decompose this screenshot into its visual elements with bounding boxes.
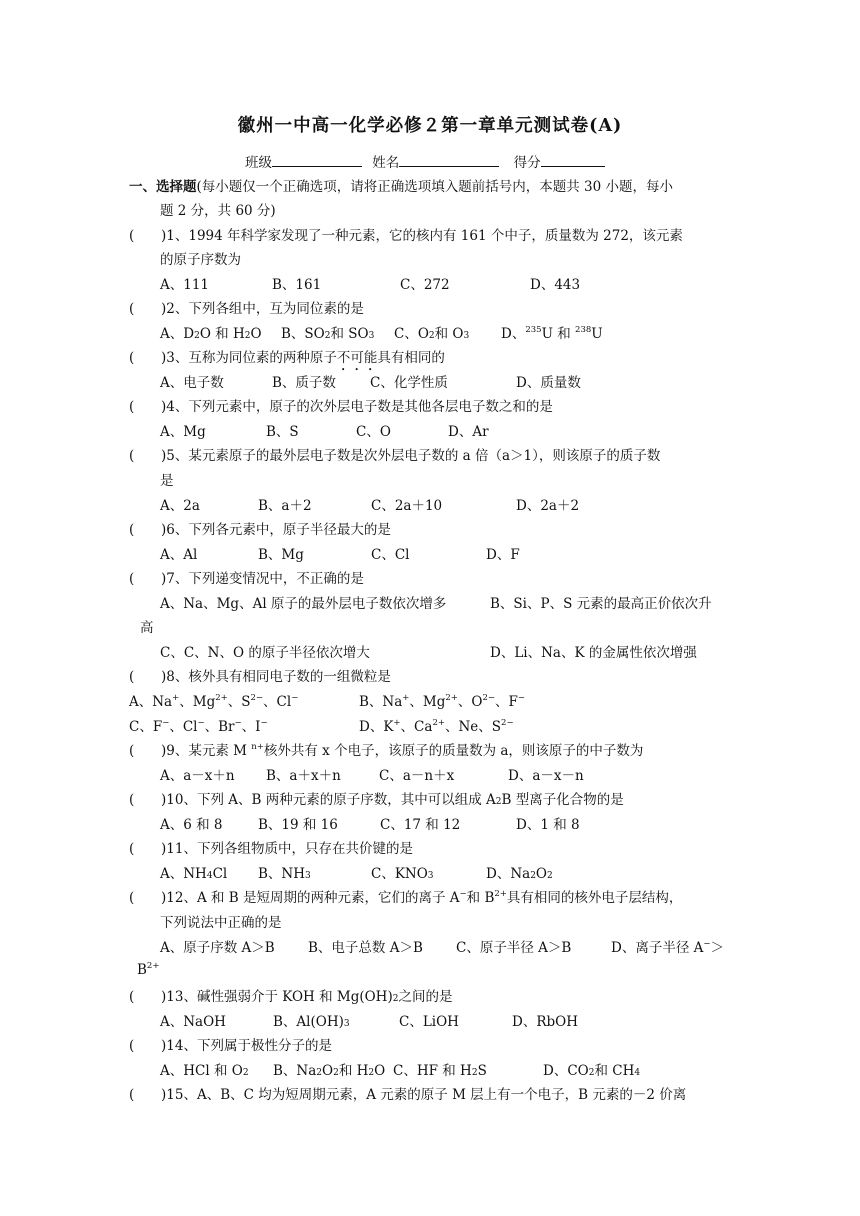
option-c[interactable]: C、O xyxy=(356,424,391,440)
answer-paren[interactable]: ( xyxy=(129,841,135,857)
option-text: C、KNO xyxy=(371,866,428,882)
question-12-stem: )12、A 和 B 是短周期的两种元素，它们的离子 A−和 $B^{2+}$具有相同的核外电子层结构， xyxy=(161,889,683,906)
question-6-options xyxy=(160,545,520,565)
stem-text: 具有相同的核外电子层结构， xyxy=(506,890,683,906)
option-c[interactable]: C、Cl xyxy=(371,547,410,563)
option-c[interactable]: C、a－n＋x xyxy=(379,768,455,784)
name-label: 姓名 xyxy=(372,155,400,171)
option-b[interactable]: B、$SO_2$和 $SO_3$ xyxy=(281,326,375,342)
question-4-stem: )4、下列元素中，原子的次外层电子数是其他各层电子数之和的是 xyxy=(161,399,553,415)
answer-paren[interactable]: ( xyxy=(129,571,135,587)
option-b[interactable]: B、$Na_2O_2$和 $H_2O$ xyxy=(273,1063,386,1079)
option-text: D、离子半径 A xyxy=(611,940,704,956)
question-13-stem: )13、碱性强弱介于 KOH 和 $Mg(OH)_2$之间的是 xyxy=(161,989,453,1005)
option-text: A、HCl 和 O xyxy=(160,1063,243,1079)
question-5-options xyxy=(160,496,579,516)
option-d-cont: $B^{2+}$ xyxy=(137,961,160,978)
score-blank[interactable] xyxy=(541,152,605,167)
option-a[interactable]: A、Mg xyxy=(160,424,206,440)
option-a[interactable]: A、Al xyxy=(160,547,198,563)
answer-paren[interactable]: ( xyxy=(129,989,135,1005)
option-b[interactable]: B、质子数 xyxy=(272,375,336,391)
option-d[interactable]: D、$^{235}$U 和 $^{238}$U xyxy=(501,325,603,342)
name-blank[interactable] xyxy=(399,152,499,167)
option-b[interactable]: B、电子总数 A＞B xyxy=(308,940,423,956)
option-a[interactable]: A、111 xyxy=(160,277,210,293)
question-1-options xyxy=(160,275,580,295)
option-text: 和 H xyxy=(338,1063,369,1079)
question-3-stem xyxy=(161,348,445,374)
option-a[interactable]: A、Na+、$Mg^{2+}$、$S^{2-}$、Cl− xyxy=(129,693,299,710)
question-8-options-row1 xyxy=(129,692,525,712)
option-text: O xyxy=(374,1063,386,1079)
option-b[interactable]: B、161 xyxy=(272,277,322,293)
option-c[interactable]: C、HF 和 $H_2S$ xyxy=(393,1063,487,1079)
option-a[interactable]: A、Na、Mg、Al 原子的最外层电子数依次增多 xyxy=(160,596,447,612)
option-c[interactable]: C、$O_2$和 $O_3$ xyxy=(394,326,470,342)
option-d[interactable]: D、2a＋2 xyxy=(516,498,580,514)
option-b[interactable]: B、a＋x＋n xyxy=(266,768,341,784)
option-a[interactable]: A、2a xyxy=(160,498,200,514)
question-9-stem: )9、某元素 M $^{n+}$核外共有 x 个电子，该原子的质量数为 a，则该原子的中子数为 xyxy=(161,742,644,759)
option-text: B xyxy=(137,962,147,978)
question-4-options xyxy=(160,422,489,442)
option-c[interactable]: C、$KNO_3$ xyxy=(371,866,434,882)
answer-paren[interactable]: ( xyxy=(129,792,135,808)
question-14-stem: )14、下列属于极性分子的是 xyxy=(161,1038,332,1054)
option-d[interactable]: D、K+、$Ca^{2+}$、Ne、$S^{2-}$ xyxy=(359,718,514,735)
stem-text: )3、互称为同位素的两种原子 xyxy=(161,350,337,366)
question-10-stem: )10、下列 A、B 两种元素的原子序数，其中可以组成 $A_2B$ 型离子化合物的是 xyxy=(161,792,624,808)
question-2-options xyxy=(160,324,603,344)
question-10-options xyxy=(160,815,580,835)
option-d[interactable]: D、RbOH xyxy=(512,1014,578,1030)
question-6-stem: )6、下列各元素中，原子半径最大的是 xyxy=(161,522,391,538)
option-d[interactable]: D、1 和 8 xyxy=(516,817,580,833)
class-label: 班级 xyxy=(245,155,272,171)
question-11-stem: )11、下列各组物质中，只存在共价键的是 xyxy=(161,841,413,857)
option-text: 和 CH xyxy=(594,1063,635,1079)
option-b[interactable]: B、Mg xyxy=(258,547,304,563)
option-c[interactable]: C、C、N、O 的原子半径依次增大 xyxy=(160,645,370,661)
question-2-stem: )2、下列各组中，互为同位素的是 xyxy=(161,301,364,317)
student-info-line xyxy=(245,152,605,173)
answer-paren[interactable]: ( xyxy=(129,1087,135,1103)
option-a[interactable]: A、NaOH xyxy=(160,1014,226,1030)
question-3-options xyxy=(160,373,581,393)
option-c[interactable]: C、2a＋10 xyxy=(371,498,443,514)
option-d[interactable]: D、$CO_2$和 $CH_4$ xyxy=(543,1063,641,1079)
option-c[interactable]: C、F−、Cl−、Br−、I− xyxy=(129,718,268,735)
emphasis-text: 不可能 xyxy=(336,350,378,366)
question-7-options-row1 xyxy=(160,594,712,614)
option-a[interactable]: A、a－x＋n xyxy=(160,768,235,784)
option-a[interactable]: A、$D_2O$ 和 $H_2O$ xyxy=(160,326,262,342)
question-9-options xyxy=(160,766,584,786)
option-d[interactable]: D、Ar xyxy=(448,424,489,440)
option-d[interactable]: D、质量数 xyxy=(516,375,581,391)
stem-text: B 型离子化合物的是 xyxy=(501,792,624,808)
instruction-line-2: 题 2 分，共 60 分) xyxy=(160,203,276,219)
option-b[interactable]: B、a＋2 xyxy=(258,498,312,514)
stem-text: )12、A 和 B 是短周期的两种元素，它们的离子 A xyxy=(161,890,460,906)
option-d[interactable]: D、$Na_2O_2$ xyxy=(486,866,553,882)
option-text: C、HF 和 H xyxy=(393,1063,472,1079)
stem-text: )13、碱性强弱介于 KOH 和 Mg(OH) xyxy=(161,989,393,1005)
answer-paren[interactable]: ( xyxy=(129,1038,135,1054)
option-c[interactable]: C、原子半径 A＞B xyxy=(456,940,572,956)
option-a[interactable]: A、电子数 xyxy=(160,375,224,391)
instruction-line-1: (每小题仅一个正确选项，请将正确选项填入题前括号内，本题共 30 小题，每小 xyxy=(196,179,674,195)
answer-paren[interactable]: ( xyxy=(129,350,135,366)
page-title: 徽州一中高一化学必修２第一章单元测试卷(A) xyxy=(237,116,623,136)
question-1-stem: )1、1994 年科学家发现了一种元素，它的核内有 161 个中子，质量数为 272，该元素 xyxy=(161,228,683,244)
stem-text: 核外共有 x 个电子，该原子的质量数为 a，则该原子的中子数为 xyxy=(263,743,644,759)
option-text: D、Na xyxy=(486,866,531,882)
question-1-stem-cont: 的原子序数为 xyxy=(160,252,241,268)
option-a[interactable]: A、6 和 8 xyxy=(160,817,223,833)
question-5-stem: )5、某元素原子的最外层电子数是次外层电子数的 a 倍（a＞1），则该原子的质子数 xyxy=(161,448,661,464)
option-text: B、Na xyxy=(273,1063,317,1079)
answer-paren[interactable]: ( xyxy=(129,890,135,906)
option-b[interactable]: B、Na+、$Mg^{2+}$、$O^{2-}$、F− xyxy=(359,693,526,710)
option-d[interactable]: D、离子半径 A−＞ xyxy=(611,939,724,956)
question-8-options-row2 xyxy=(129,717,514,737)
question-15-stem: )15、A、B、C 均为短周期元素，A 元素的原子 M 层上有一个电子，B 元素的－2 价离 xyxy=(161,1087,687,1103)
answer-paren[interactable]: ( xyxy=(129,448,135,464)
option-c[interactable]: C、化学性质 xyxy=(370,375,448,391)
answer-paren[interactable]: ( xyxy=(129,399,135,415)
answer-paren[interactable]: ( xyxy=(129,743,135,759)
section-title: 一、选择题 xyxy=(129,179,197,195)
question-12-options xyxy=(160,938,724,958)
score-label: 得分 xyxy=(513,155,541,171)
option-text: S xyxy=(477,1063,487,1079)
option-d[interactable]: D、Li、Na、K 的金属性依次增强 xyxy=(490,645,697,661)
question-8-stem: )8、核外具有相同电子数的一组微粒是 xyxy=(161,669,391,685)
option-text: ＞ xyxy=(710,940,724,956)
option-text: B、NH xyxy=(258,866,306,882)
option-a[interactable]: A、$NH_4Cl$ xyxy=(160,866,228,882)
answer-paren[interactable]: ( xyxy=(129,228,135,244)
option-b[interactable]: B、Si、P、S 元素的最高正价依次升 xyxy=(490,596,712,612)
option-text: A、NH xyxy=(160,866,207,882)
option-text: Cl xyxy=(212,866,228,882)
question-12-stem-cont: 下列说法中正确的是 xyxy=(160,915,282,931)
stem-text: 具有相同的 xyxy=(377,350,445,366)
question-7-options-row2 xyxy=(160,643,697,663)
section-heading xyxy=(129,177,673,197)
question-11-options xyxy=(160,864,553,884)
option-b-cont: 高 xyxy=(140,620,154,636)
option-a[interactable]: A、HCl 和 $O_2$ xyxy=(160,1063,249,1079)
option-c[interactable]: C、LiOH xyxy=(399,1014,459,1030)
question-13-options xyxy=(160,1012,578,1032)
stem-text: )10、下列 A、B 两种元素的原子序数，其中可以组成 A xyxy=(161,792,496,808)
option-d[interactable]: D、F xyxy=(486,547,520,563)
answer-paren[interactable]: ( xyxy=(129,669,135,685)
option-b[interactable]: B、19 和 16 xyxy=(258,817,338,833)
option-d[interactable]: D、a－x－n xyxy=(508,768,584,784)
option-b[interactable]: B、$Al(OH)_3$ xyxy=(273,1014,350,1030)
stem-text: 之间的是 xyxy=(398,989,453,1005)
question-14-options xyxy=(160,1061,640,1081)
option-c[interactable]: C、272 xyxy=(400,277,450,293)
stem-text: )9、某元素 M xyxy=(161,743,247,759)
option-a[interactable]: A、原子序数 A＞B xyxy=(160,940,275,956)
option-d[interactable]: D、443 xyxy=(530,277,581,293)
stem-text: 和 B xyxy=(466,890,495,906)
question-5-stem-cont: 是 xyxy=(160,473,174,489)
option-text: O xyxy=(322,1063,334,1079)
answer-paren[interactable]: ( xyxy=(129,522,135,538)
answer-paren[interactable]: ( xyxy=(129,301,135,317)
option-text: D、CO xyxy=(543,1063,589,1079)
option-b[interactable]: B、$NH_3$ xyxy=(258,866,311,882)
option-b[interactable]: B、S xyxy=(266,424,299,440)
option-text: B、Al(OH) xyxy=(273,1014,344,1030)
option-c[interactable]: C、17 和 12 xyxy=(380,817,461,833)
question-7-stem: )7、下列递变情况中，不正确的是 xyxy=(161,571,364,587)
class-blank[interactable] xyxy=(272,152,362,167)
